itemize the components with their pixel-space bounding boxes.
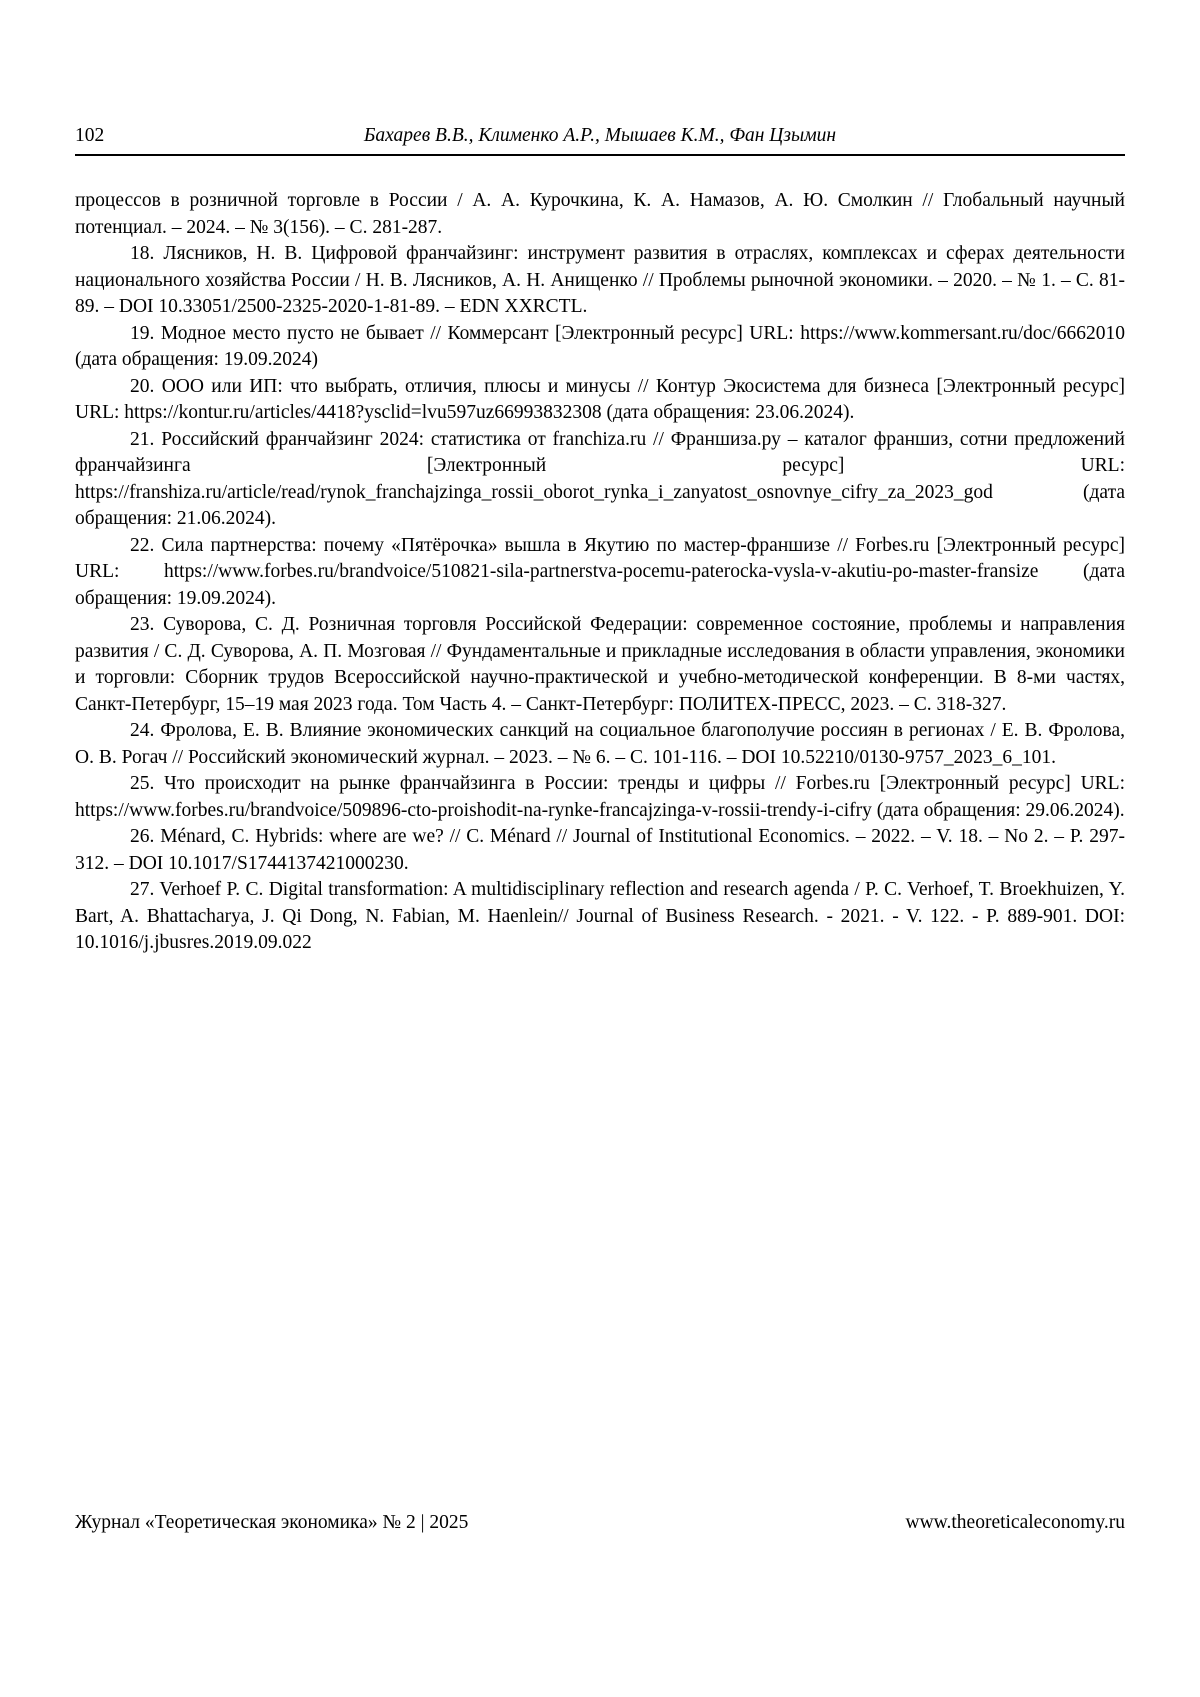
page-footer <box>75 1512 1125 1534</box>
journal-issue-info: Журнал «Теоретическая экономика» № 2 | 2025 <box>75 1512 469 1533</box>
reference-entry-24: 24. Фролова, Е. В. Влияние экономических санкций на социальное благополучие россиян в регионах / Е. В. Фролова, О. В. Рогач // Российский экономический журнал. – 2023. – № 6. – С. 101-116. – DOI 10.52210/0130-9757_2023_6_101. <box>75 720 1125 768</box>
references-list <box>75 188 1125 957</box>
reference-entry-25: 25. Что происходит на рынке франчайзинга в России: тренды и цифры // Forbes.ru [Электронный ресурс] URL: https://www.forbes.ru/brandvoice/509896-cto-proishodit-na-rynke-francajzinga-v-rossii-trendy-i-cifry (дата обращения: 29.06.2024). <box>75 773 1125 821</box>
reference-entry-18: 18. Лясников, Н. В. Цифровой франчайзинг: инструмент развития в отраслях, комплексах и сферах деятельности национального хозяйства России / Н. В. Лясников, А. Н. Анищенко // Проблемы рыночной экономики. – 2020. – № 1. – С. 81-89. – DOI 10.33051/2500-2325-2020-1-81-89. – EDN XXRCTL. <box>75 243 1125 317</box>
reference-entry-22: 22. Сила партнерства: почему «Пятёрочка» вышла в Якутию по мастер-франшизе // Forbes.ru [Электронный ресурс] URL: https://www.forbes.ru/brandvoice/510821-sila-partnerstva-pocemu-paterocka-vysla-v-akutiu-po-master-fransize (дата обращения: 19.09.2024). <box>75 534 1125 609</box>
page-number: 102 <box>75 125 105 146</box>
reference-entry-21: 21. Российский франчайзинг 2024: статистика от franchiza.ru // Франшиза.ру – каталог франшиз, сотни предложений франчайзинга [Электронный ресурс] URL: https://franshiza.ru/article/read/rynok_franchajzinga_rossii_oborot_rynka_i_zanyatost_osnovnye_cifry_za_2023_god (дата обращения: 21.06.2024). <box>75 428 1125 529</box>
page-header <box>75 125 1125 156</box>
reference-entry-19: 19. Модное место пусто не бывает // Коммерсант [Электронный ресурс] URL: https://www.kommersant.ru/doc/6662010 (дата обращения: 19.09.2024) <box>75 322 1125 370</box>
reference-entry-20: 20. ООО или ИП: что выбрать, отличия, плюсы и минусы // Контур Экосистема для бизнеса [Электронный ресурс] URL: https://kontur.ru/articles/4418?ysclid=lvu597uz66993832308 (дата обращения: 23.06.2024). <box>75 375 1125 423</box>
running-head: Бахарев В.В., Клименко А.Р., Мышаев К.М., Фан Цзымин <box>363 125 837 146</box>
journal-website: www.theoreticaleconomy.ru <box>905 1512 1125 1533</box>
reference-entry-27: 27. Verhoef P. C. Digital transformation: A multidisciplinary reflection and research agenda / P. C. Verhoef, T. Broekhuizen, Y. Bart, A. Bhattacharya, J. Qi Dong, N. Fabian, M. Haenlein// Journal of Business Research. - 2021. - V. 122. - P. 889-901. DOI: 10.1016/j.jbusres.2019.09.022 <box>75 879 1125 953</box>
reference-continuation: процессов в розничной торговле в России / А. А. Курочкина, К. А. Намазов, А. Ю. Смолкин // Глобальный научный потенциал. – 2024. – № 3(156). – С. 281-287. <box>75 190 1125 238</box>
reference-entry-23: 23. Суворова, С. Д. Розничная торговля Российской Федерации: современное состояние, проблемы и направления развития / С. Д. Суворова, А. П. Мозговая // Фундаментальные и прикладные исследования в области управления, экономики и торговли: Сборник трудов Всероссийской научно-практической и учебно-методической конференции. В 8-ми частях, Санкт-Петербург, 15–19 мая 2023 года. Том Часть 4. – Санкт-Петербург: ПОЛИТЕХ-ПРЕСС, 2023. – С. 318-327. <box>75 614 1125 715</box>
reference-entry-26: 26. Ménard, C. Hybrids: where are we? // C. Ménard // Journal of Institutional Economics. – 2022. – V. 18. – No 2. – P. 297-312. – DOI 10.1017/S1744137421000230. <box>75 826 1125 874</box>
